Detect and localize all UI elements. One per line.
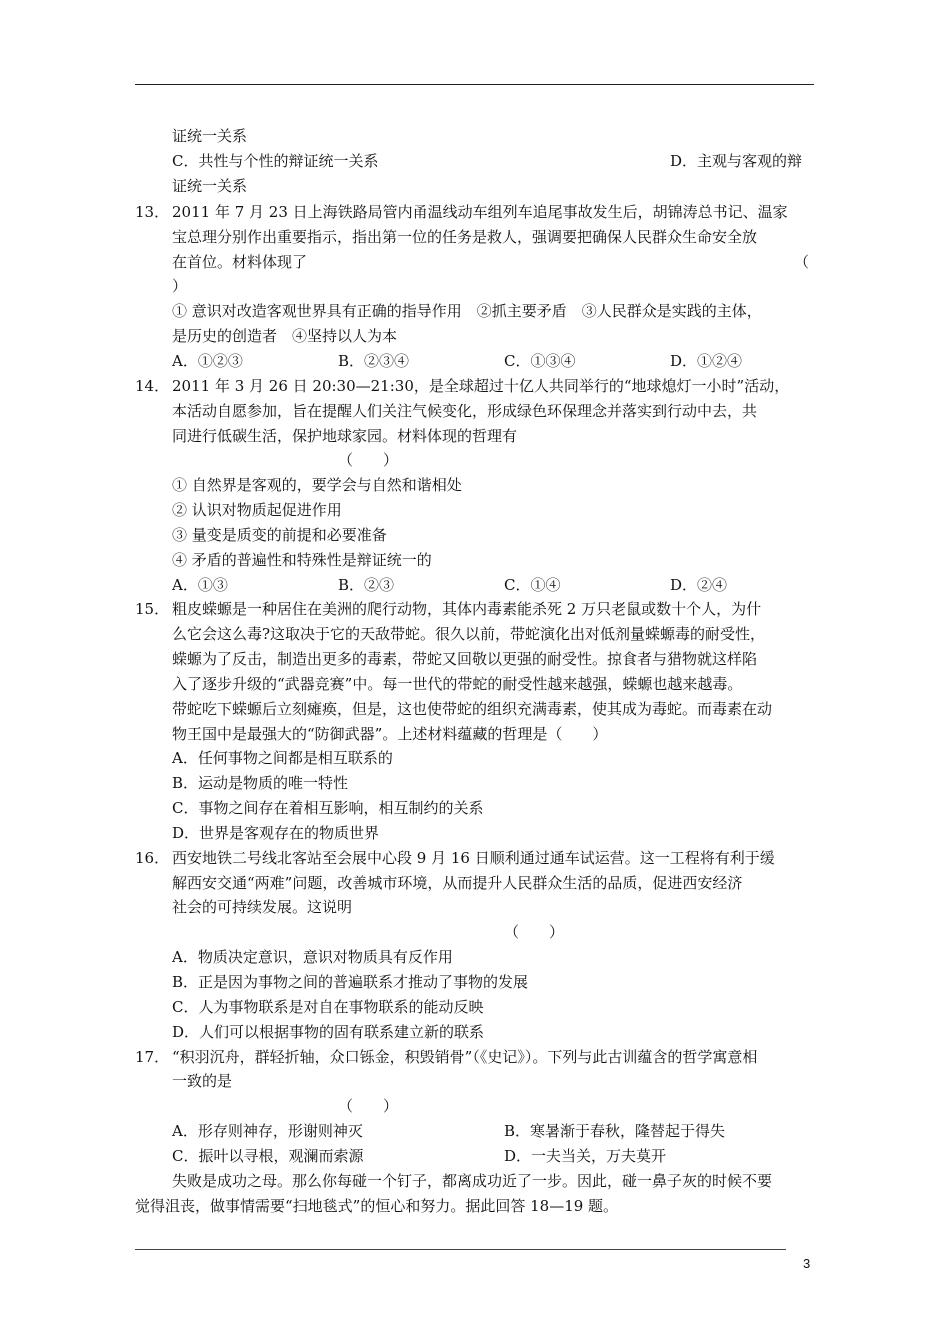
question-stem-line: 入了逐步升级的“武器竞赛”中。每一世代的带蛇的耐受性越来越强，蝾螈也越来越毒。	[172, 675, 743, 693]
question-stem-line: 西安地铁二号线北客站至会展中心段 9 月 16 日顺利通过通车试运营。这一工程将有利于缓	[172, 849, 775, 867]
prev-option-c: C．共性与个性的辩证统一关系	[172, 152, 379, 170]
question-stem-line: 么它会这么毒?这取决于它的天敌带蛇。很久以前，带蛇演化出对低剂量蝾螈毒的耐受性，	[172, 625, 766, 643]
question-stem-line: 带蛇吃下蝾螈后立刻瘫痪，但是，这也使带蛇的组织充满毒素，使其成为毒蛇。而毒素在动	[172, 700, 773, 718]
question-number: 14．	[135, 377, 170, 395]
option-d: D．世界是客观存在的物质世界	[172, 824, 380, 842]
prev-continuation-line: 证统一关系	[172, 177, 248, 195]
option-b: B．②③④	[338, 352, 410, 370]
question-stem-line: “积羽沉舟，群轻折轴，众口铄金，积毁销骨”（《史记》）。下列与此古训蕴含的哲学寓意相	[172, 1048, 758, 1066]
prev-option-d: D．主观与客观的辩	[670, 152, 803, 170]
statement-line: ② 认识对物质起促进作用	[172, 501, 342, 519]
intro-paragraph-line: 觉得沮丧，做事情需要“扫地毯式”的恒心和努力。据此回答 18—19 题。	[135, 1197, 619, 1215]
option-d: D．②④	[670, 576, 728, 594]
option-c: C．振叶以寻根，观澜而索源	[172, 1147, 364, 1165]
question-stem-line: 物王国中是最强大的“防御武器”。上述材料蕴藏的哲理是（ ）	[172, 725, 608, 743]
question-number: 15．	[135, 600, 170, 618]
option-a: A．①③	[172, 576, 228, 594]
option-c: C．①③④	[504, 352, 576, 370]
statement-line: ① 意识对改造客观世界具有正确的指导作用 ②抓主要矛盾 ③人民群众是实践的主体，	[172, 302, 762, 320]
page-number: 3	[803, 1256, 811, 1271]
question-number: 17．	[135, 1048, 170, 1066]
option-a: A．物质决定意识，意识对物质具有反作用	[172, 948, 453, 966]
option-c: C．①④	[504, 576, 561, 594]
statement-line: ④ 矛盾的普遍性和特殊性是辩证统一的	[172, 551, 432, 569]
option-d: D．①②④	[670, 352, 743, 370]
question-stem-line: 社会的可持续发展。这说明	[172, 898, 353, 916]
option-b: B．寒暑渐于春秋，隆替起于得失	[504, 1122, 726, 1140]
option-b: B．②③	[338, 576, 395, 594]
question-stem-line: 2011 年 7 月 23 日上海铁路局管内甬温线动车组列车追尾事故发生后，胡锦涛总书记、温家	[172, 203, 788, 221]
question-stem-line: 2011 年 3 月 26 日 20:30—21:30，是全球超过十亿人共同举行的“地球熄灯一小时”活动，	[172, 377, 790, 395]
option-c: C．人为事物联系是对自在事物联系的能动反映	[172, 998, 484, 1016]
question-number: 16．	[135, 849, 170, 867]
question-stem-line: 解西安交通“两难”问题，改善城市环境，从而提升人民群众生活的品质，促进西安经济	[172, 874, 743, 892]
question-stem-line: 宝总理分别作出重要指示，指出第一位的任务是救人，强调要把确保人民群众生命安全放	[172, 228, 758, 246]
option-b: B．正是因为事物之间的普遍联系才推动了事物的发展	[172, 973, 529, 991]
header-rule	[135, 84, 814, 85]
question-stem-line: 本活动自愿参加，旨在提醒人们关注气候变化，形成绿色环保理念并落实到行动中去，共	[172, 402, 758, 420]
answer-paren: （ ）	[504, 923, 565, 941]
option-a: A．①②③	[172, 352, 243, 370]
option-c: C．事物之间存在着相互影响，相互制约的关系	[172, 799, 484, 817]
footer-rule	[135, 1249, 786, 1250]
statement-line: ① 自然界是客观的，要学会与自然和谐相处	[172, 476, 462, 494]
question-stem-line: 在首位。材料体现了	[172, 253, 308, 271]
statement-line: ③ 量变是质变的前提和必要准备	[172, 526, 387, 544]
intro-paragraph-line: 失败是成功之母。那么你每碰一个钉子，都离成功近了一步。因此，碰一鼻子灰的时候不要	[172, 1172, 773, 1190]
question-stem-line: 蝾螈为了反击，制造出更多的毒素，带蛇又回敬以更强的耐受性。掠食者与猎物就这样陷	[172, 650, 758, 668]
option-a: A．任何事物之间都是相互联系的	[172, 749, 393, 767]
answer-paren-open: （	[794, 253, 810, 271]
question-stem-line: 一致的是	[172, 1072, 233, 1090]
answer-paren-close: ）	[172, 277, 188, 295]
option-a: A．形存则神存，形谢则神灭	[172, 1122, 363, 1140]
option-d: D．人们可以根据事物的固有联系建立新的联系	[172, 1023, 485, 1041]
option-d: D．一夫当关，万夫莫开	[504, 1147, 667, 1165]
option-b: B．运动是物质的唯一特性	[172, 774, 349, 792]
question-stem-line: 粗皮蝾螈是一种居住在美洲的爬行动物，其体内毒素能杀死 2 万只老鼠或数十个人，为什	[172, 600, 762, 618]
statement-line: 是历史的创造者 ④坚持以人为本	[172, 327, 398, 345]
prev-continuation-line: 证统一关系	[172, 127, 248, 145]
question-number: 13．	[135, 203, 170, 221]
answer-paren: （ ）	[338, 451, 399, 469]
answer-paren: （ ）	[338, 1097, 399, 1115]
question-stem-line: 同进行低碳生活，保护地球家园。材料体现的哲理有	[172, 427, 518, 445]
